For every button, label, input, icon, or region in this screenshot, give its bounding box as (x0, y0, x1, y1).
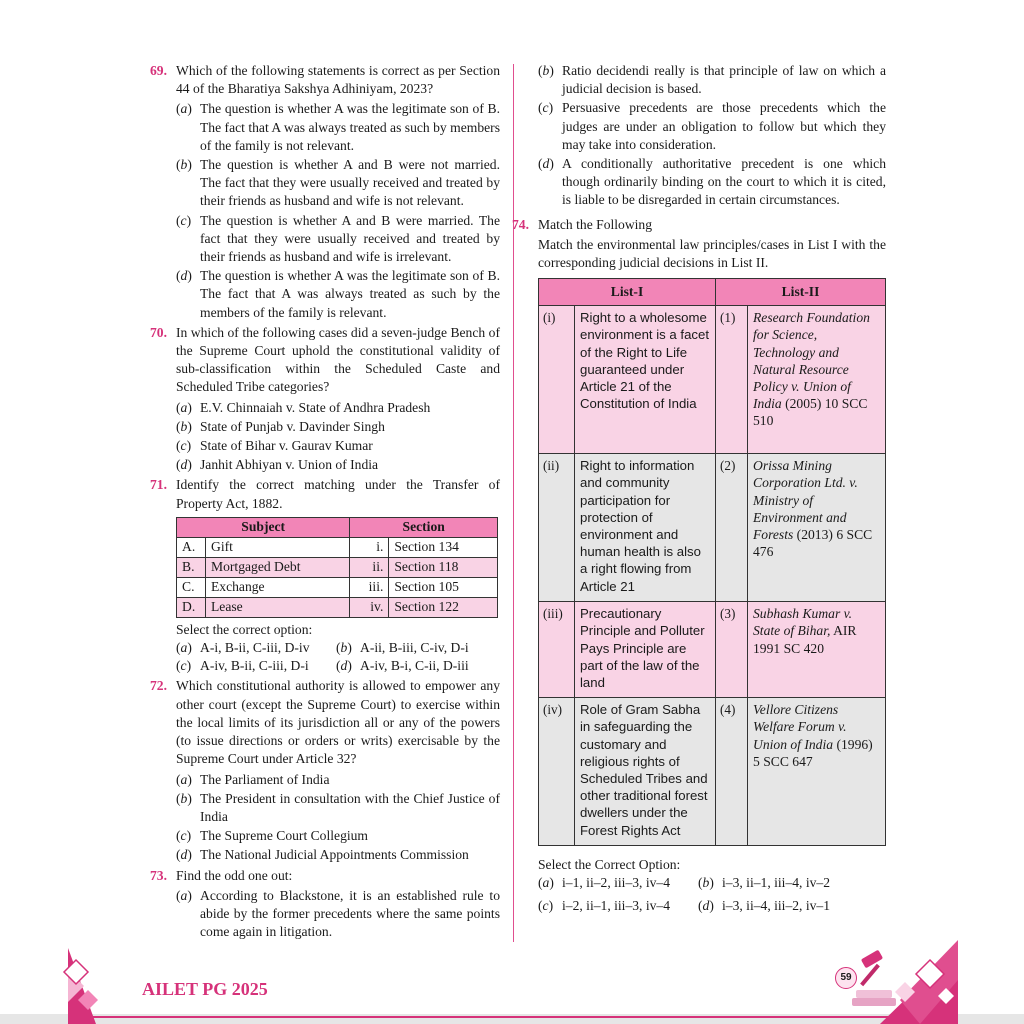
option-label: (a) (176, 640, 192, 656)
option-label: (c) (538, 897, 554, 913)
option-label: (d) (176, 268, 192, 284)
option-label: (a) (176, 399, 192, 415)
question-73 (150, 867, 500, 942)
table-header: List-I (539, 279, 716, 306)
option-text: A-iv, B-ii, C-iii, D-i (200, 658, 309, 674)
table-row: D. Lease iv. Section 122 (177, 597, 498, 617)
question-intro: Match the environmental law principles/cases in List I with the corresponding judicial decisions in List II. (538, 236, 886, 271)
option-text: E.V. Chinnaiah v. State of Andhra Pradesh (200, 399, 431, 415)
option-label: (a) (538, 875, 554, 891)
option-text: i–1, ii–2, iii–3, iv–4 (562, 875, 670, 891)
option-text: i–2, ii–1, iii–3, iv–4 (562, 897, 670, 913)
option-label: (b) (698, 875, 714, 891)
option-text: The President in consultation with the Chief Justice of India (200, 790, 500, 824)
question-text: In which of the following cases did a seven-judge Bench of the Supreme Court uphold the constitutional validity of sub-classification within the Scheduled Caste and Scheduled Tribe categories? (176, 324, 500, 395)
select-prompt: Select the correct option: (176, 621, 313, 637)
question-69 (150, 62, 500, 322)
left-column (150, 62, 500, 942)
option-text: A conditionally authoritative precedent is one which though ordinarily binding on the court to which it is cited, is liable to be disregarded in certain circumstances. (562, 156, 886, 208)
table-row: C. Exchange iii. Section 105 (177, 577, 498, 597)
option-label: (d) (698, 897, 714, 913)
table-row: (iv) Role of Gram Sabha in safeguarding the customary and religious rights of Scheduled Tribes and other traditional forest dwellers under the Forest Rights Act (4) Vellore Citizens Welfare Forum v. Union of India (1996) 5 SCC 647 (539, 698, 886, 846)
question-text: Match the Following (538, 216, 653, 232)
option-text: The National Judicial Appointments Commission (200, 847, 469, 863)
option-text: The question is whether A was the legitimate son of B. The fact that A was always treated as such by the members of the family is relevant. (200, 268, 500, 320)
option-text: A-i, B-ii, C-iii, D-iv (200, 640, 310, 656)
column-divider (513, 64, 514, 942)
option-text: i–3, ii–4, iii–2, iv–1 (722, 897, 830, 913)
option-label: (b) (176, 418, 192, 434)
option-text: Ratio decidendi really is that principle of law on which a judicial decision is based. (562, 63, 886, 97)
question-text: Find the odd one out: (176, 867, 293, 883)
option-text: The question is whether A and B were not married. The fact that they were usually received and treated by their friends as husband and wife is not relevant. (200, 157, 500, 209)
option-label: (a) (176, 887, 192, 903)
option-label: (b) (538, 63, 554, 78)
option-label: (a) (176, 771, 192, 787)
option-label: (d) (336, 658, 352, 674)
option-label: (d) (538, 156, 554, 172)
right-column (512, 62, 886, 915)
option-text: According to Blackstone, it is an established rule to abide by the former precedents where the same points come again in litigation. (200, 887, 500, 940)
option-text: State of Bihar v. Gaurav Kumar (200, 438, 373, 454)
option-label: (b) (336, 640, 352, 656)
question-73-continued (538, 62, 886, 210)
option-text: A-iv, B-i, C-ii, D-iii (360, 658, 469, 674)
question-71 (150, 476, 500, 675)
question-number: 69. (150, 63, 167, 78)
option-text: The question is whether A and B were married. The fact that they were usually received and treated by their friends as husband and wife is irrelevant. (200, 212, 500, 265)
option-label: (b) (176, 790, 192, 806)
table-row: A. Gift i. Section 134 (177, 537, 498, 557)
option-text: The Supreme Court Collegium (200, 828, 369, 844)
option-text: State of Punjab v. Davinder Singh (200, 418, 385, 434)
table-row: B. Mortgaged Debt ii. Section 118 (177, 557, 498, 577)
question-number: 71. (150, 477, 167, 493)
option-text: The question is whether A was the legitimate son of B. The fact that A was always treated as such by members of the family is not relevant. (200, 101, 500, 153)
question-72 (150, 677, 500, 864)
option-label: (b) (176, 157, 192, 173)
question-number: 72. (150, 678, 167, 694)
question-text: Which constitutional authority is allowed to empower any other court (except the Supreme Court) to exercise within the local limits of its jurisdiction all or any of the powers (to issue directions or orders or writs) exercisable by the Supreme Court under Article 32? (176, 678, 500, 767)
question-number: 74. (512, 216, 529, 232)
option-label: (d) (176, 847, 192, 863)
option-label: (c) (176, 438, 192, 454)
option-text: Janhit Abhiyan v. Union of India (200, 457, 379, 473)
exam-brand-title: AILET PG 2025 (142, 979, 268, 999)
table-header: Section (350, 517, 498, 537)
table-row: (ii) Right to information and community participation for protection of environment and human health is also a right flowing from Article 21 (2) Orissa Mining Corporation Ltd. v. Ministry of Environment and Forests (2013) 6 SCC 476 (539, 454, 886, 602)
option-label: (d) (176, 457, 192, 473)
question-70 (150, 324, 500, 475)
option-text: The Parliament of India (200, 771, 330, 787)
option-text: i–3, ii–1, iii–4, iv–2 (722, 875, 830, 891)
question-number: 70. (150, 324, 167, 340)
table-row: (i) Right to a wholesome environment is a facet of the Right to Life guaranteed under Article 21 of the Constitution of India (1) Research Foundation for Science, Technology and Natural Resource Policy v. Union of India (2005) 10 SCC 510 (539, 306, 886, 454)
question-number: 73. (150, 867, 167, 883)
table-header: Subject (177, 517, 350, 537)
option-text: Persuasive precedents are those precedents which the judges are under an obligation to follow but which they may take into consideration. (562, 100, 886, 152)
question-text: Identify the correct matching under the Transfer of Property Act, 1882. (176, 477, 500, 511)
select-prompt: Select the Correct Option: (538, 857, 681, 873)
table-row: (iii) Precautionary Principle and Polluter Pays Principle are part of the law of the land (3) Subhash Kumar v. State of Bihar, AIR 1991 SC 420 (539, 602, 886, 698)
option-label: (c) (538, 100, 554, 116)
option-label: (c) (176, 828, 192, 844)
page-number: 59 (835, 967, 857, 989)
list-matching-table (538, 278, 886, 846)
question-text: Which of the following statements is correct as per Section 44 of the Bharatiya Sakshya Adhiniyam, 2023? (176, 63, 500, 97)
question-74 (512, 216, 886, 915)
option-label: (a) (176, 101, 192, 117)
option-label: (c) (176, 658, 192, 674)
option-label: (c) (176, 212, 192, 228)
table-header: List-II (716, 279, 886, 306)
matching-table (176, 517, 498, 618)
gavel-icon (852, 950, 896, 1006)
option-text: A-ii, B-iii, C-iv, D-i (360, 640, 469, 656)
